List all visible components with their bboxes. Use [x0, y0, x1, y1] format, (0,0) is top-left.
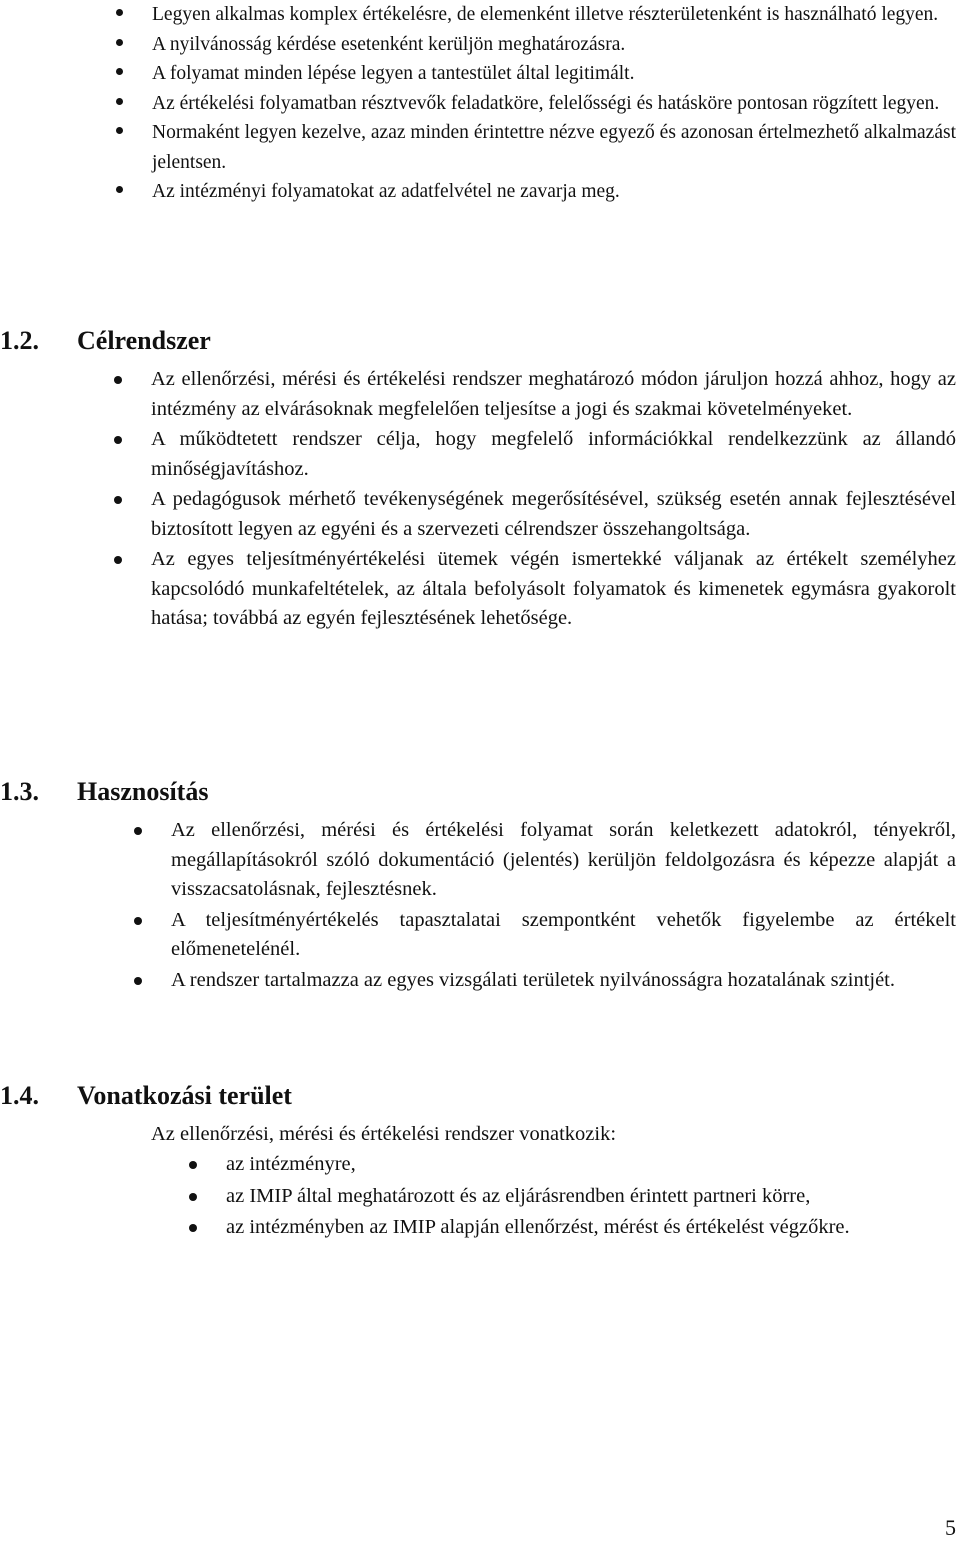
list-item: A rendszer tartalmazza az egyes vizsgálati területek nyilvánosságra hozatalának szintjét. — [171, 966, 956, 996]
bullet-icon — [114, 496, 122, 504]
section-number: 1.2. — [0, 326, 39, 355]
list-item: Legyen alkalmas komplex értékelésre, de elemenként illetve részterületenként is használható legyen. — [152, 0, 956, 30]
section-title: Célrendszer — [77, 326, 211, 355]
bullet-icon — [116, 98, 123, 105]
bullet-icon — [116, 9, 123, 16]
bullet-icon — [189, 1193, 197, 1201]
bullet-icon — [189, 1161, 197, 1169]
list-item: A folyamat minden lépése legyen a tantestület által legitimált. — [152, 59, 956, 89]
bullet-icon — [114, 556, 122, 564]
section-title: Hasznosítás — [77, 777, 209, 806]
section-title: Vonatkozási terület — [77, 1081, 292, 1110]
bullet-icon — [114, 436, 122, 444]
scope-list — [226, 1150, 956, 1243]
bullet-icon — [189, 1224, 197, 1232]
list-item: Az értékelési folyamatban résztvevők feladatköre, felelősségi és hatásköre pontosan rögzített legyen. — [152, 89, 956, 119]
list-item: A nyilvánosság kérdése esetenként kerüljön meghatározásra. — [152, 30, 956, 60]
bullet-icon — [134, 917, 142, 925]
list-item: Az ellenőrzési, mérési és értékelési folyamat során keletkezett adatokról, tényekről, megállapításokról szóló dokumentáció (jelentés) kerüljön feldolgozásra és képezze alapját a visszacsatolásnak, fejlesztésnek. — [171, 816, 956, 905]
list-item: Normaként legyen kezelve, azaz minden érintettre nézve egyező és azonosan értelmezhető alkalmazást jelentsen. — [152, 118, 956, 177]
bullet-icon — [116, 39, 123, 46]
list-item: az IMIP által meghatározott és az eljárásrendben érintett partneri körre, — [226, 1182, 956, 1212]
list-item: Az ellenőrzési, mérési és értékelési rendszer meghatározó módon járuljon hozzá ahhoz, hogy az intézmény az elvárásoknak megfelelően teljesítse a jogi és szakmai követelményeket. — [151, 365, 956, 424]
bullet-icon — [116, 186, 123, 193]
list-item: az intézményre, — [226, 1150, 956, 1180]
requirements-list — [152, 0, 956, 207]
bullet-icon — [116, 68, 123, 75]
section-intro: Az ellenőrzési, mérési és értékelési rendszer vonatkozik: — [151, 1123, 617, 1145]
list-item: Az egyes teljesítményértékelési ütemek végén ismertekké váljanak az értékelt személyhez kapcsolódó munkafeltételek, az általa befolyásolt folyamatok és kimenetek egymásra gyakorolt hatása; továbbá az egyén fejlesztésének lehetősége. — [151, 545, 956, 634]
bullet-icon — [114, 376, 122, 384]
list-item: A pedagógusok mérhető tevékenységének megerősítésével, szükség esetén annak fejlesztésével biztosított legyen az egyéni és a szervezeti célrendszer összehangoltsága. — [151, 485, 956, 544]
section-number: 1.3. — [0, 777, 39, 806]
list-item: Az intézményi folyamatokat az adatfelvétel ne zavarja meg. — [152, 177, 956, 207]
bullet-icon — [134, 977, 142, 985]
list-item: az intézményben az IMIP alapján ellenőrzést, mérést és értékelést végzőkre. — [226, 1213, 956, 1243]
utilization-list — [171, 816, 956, 995]
bullet-icon — [134, 827, 142, 835]
bullet-icon — [116, 127, 123, 134]
list-item: A teljesítményértékelés tapasztalatai szempontként vehetők figyelembe az értékelt előmenetelénél. — [171, 906, 956, 965]
list-item: A működtetett rendszer célja, hogy megfelelő információkkal rendelkezzünk az állandó minőségjavításhoz. — [151, 425, 956, 484]
section-number: 1.4. — [0, 1081, 39, 1110]
goals-list — [151, 365, 956, 634]
page-number: 5 — [945, 1515, 956, 1540]
